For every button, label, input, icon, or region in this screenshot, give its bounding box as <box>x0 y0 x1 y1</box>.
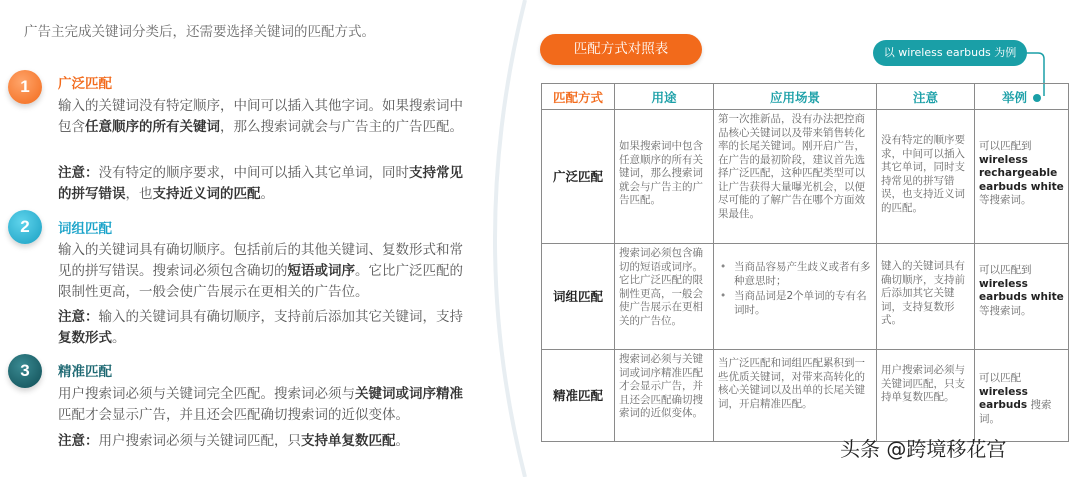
row-example: 可以匹配到 wireless rechargeable earbuds white 等搜索词。 <box>975 110 1069 244</box>
row-type: 词组匹配 <box>542 244 615 350</box>
number-badge-1: 1 <box>8 70 42 104</box>
section-body-broad: 输入的关键词没有特定顺序，中间可以插入其他字词。如果搜索词中包含任意顺序的所有关键词，那么搜索词就会与广告主的广告匹配。 <box>58 98 463 135</box>
header-note: 注意 <box>877 84 975 110</box>
table-row <box>542 350 1069 442</box>
right-panel <box>530 0 1080 477</box>
row-example: 可以匹配 wireless earbuds 搜索词。 <box>975 350 1069 442</box>
number-badge-3: 3 <box>8 354 42 388</box>
list-item: • 当商品词是2个单词的专有名词时。 <box>718 290 872 317</box>
header-example: 举例 <box>975 84 1069 110</box>
row-scenario: 当广泛匹配和词组匹配累积到一些优质关键词，对带来高转化的核心关键词以及出单的长尾关键词，开启精准匹配。 <box>714 350 877 442</box>
header-use: 用途 <box>615 84 714 110</box>
row-scenario: 第一次推新品，没有办法把控商品核心关键词以及带来销售转化率的长尾关键词。刚开启广告，在广告的最初阶段，建议首先选择广泛匹配，这种匹配类型可以让广告获得大量曝光机会，以便尽可能的了解广告在哪个方面效果最佳。 <box>714 110 877 244</box>
intro-text: 广告主完成关键词分类后，还需要选择关键词的匹配方式。 <box>24 24 375 40</box>
number-badge-2: 2 <box>8 210 42 244</box>
section-note-phrase: 注意：输入的关键词具有确切顺序，支持前后添加其它关键词，支持复数形式。 <box>58 309 463 346</box>
list-item: • 当商品容易产生歧义或者有多种意思时； <box>718 261 872 288</box>
section-note-exact: 注意：用户搜索词必须与关键词匹配，只支持单复数匹配。 <box>58 433 409 449</box>
section-title-broad: 广泛匹配 <box>58 76 112 92</box>
section-body-exact: 用户搜索词必须与关键词完全匹配。搜索词必须与关键词或词序精准匹配才会显示广告，并且还会匹配确切搜索词的近似变体。 <box>58 386 463 423</box>
left-panel <box>0 0 520 477</box>
row-note: 键入的关键词具有确切顺序，支持前后添加其它关键词，支持复数形式。 <box>877 244 975 350</box>
table-row <box>542 244 1069 350</box>
section-title-phrase: 词组匹配 <box>58 221 112 237</box>
row-note: 用户搜索词必须与关键词匹配，只支持单复数匹配。 <box>877 350 975 442</box>
table-row <box>542 110 1069 244</box>
table-title-pill: 匹配方式对照表 <box>540 34 702 65</box>
match-type-table <box>541 83 1069 442</box>
watermark: 头条 @跨境移花宫 <box>840 437 1007 461</box>
row-example: 可以匹配到 wireless earbuds white 等搜索词。 <box>975 244 1069 350</box>
row-note: 没有特定的顺序要求，中间可以插入其它单词，同时支持常见的拼写错误，也支持近义词的匹配。 <box>877 110 975 244</box>
section-body-phrase: 输入的关键词具有确切顺序。包括前后的其他关键词、复数形式和常见的拼写错误。搜索词必须包含确切的短语或词序。它比广泛匹配的限制性更高，一般会使广告展示在更相关的广告位。 <box>58 242 463 300</box>
section-note-broad: 注意：没有特定的顺序要求，中间可以插入其它单词，同时支持常见的拼写错误，也支持近义词的匹配。 <box>58 165 463 202</box>
row-use: 搜索词必须包含确切的短语或词序。它比广泛匹配的限制性更高，一般会使广告展示在更相关的广告位。 <box>615 244 714 350</box>
header-match-type: 匹配方式 <box>542 84 615 110</box>
row-use: 如果搜索词中包含任意顺序的所有关键词，那么搜索词就会与广告主的广告匹配。 <box>615 110 714 244</box>
section-title-exact: 精准匹配 <box>58 364 112 380</box>
row-type: 精准匹配 <box>542 350 615 442</box>
table-header-row <box>542 84 1069 110</box>
row-scenario <box>714 244 877 350</box>
row-use: 搜索词必须与关键词或词序精准匹配才会显示广告，并且还会匹配确切搜索词的近似变体。 <box>615 350 714 442</box>
row-type: 广泛匹配 <box>542 110 615 244</box>
example-pill: 以 wireless earbuds 为例 <box>873 40 1027 66</box>
header-scenario: 应用场景 <box>714 84 877 110</box>
teal-dot-icon <box>1033 94 1041 102</box>
